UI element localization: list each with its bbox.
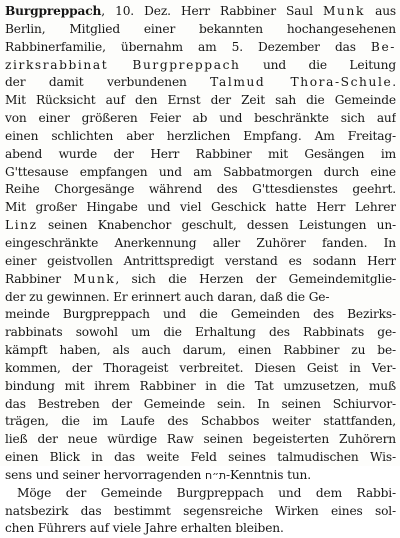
article-text: . — [392, 75, 396, 90]
article-text: kämpft haben, als auch darum, einen Rabbiner zu be- — [5, 343, 396, 358]
article-text: von einer größeren Feier ab und beschränkte sich auf — [5, 111, 396, 126]
article-text: der damit verbundenen — [5, 75, 211, 90]
article-line — [5, 520, 396, 538]
article-text: einer geistvollen Antrittspredigt verstand es sodann Herr — [5, 253, 396, 268]
article-text: Rabbiner — [5, 271, 74, 286]
hebrew-abbreviation: ת״ח — [204, 468, 226, 482]
article-text: kommen, der Thorageist verbreitet. Diesen Geist in Ver- — [5, 360, 396, 375]
article-text: chen Führers auf viele Jahre erhalten bleiben. — [5, 521, 284, 536]
article-text: Mit großer Hingabe und viel Geschick hatte Herr Lehrer — [5, 200, 396, 215]
article-text: G'ttesause empfangen und am Sabbatmorgen durch eine — [5, 164, 396, 179]
article-text: -Kenntnis tun. — [226, 467, 311, 482]
article-line — [5, 92, 396, 110]
article-text: eingeschränkte Anerkennung aller Zuhörer fanden. In — [5, 235, 396, 250]
article-text: einen Blick in das weite Feld seines talmudischen Wis- — [5, 450, 396, 465]
spaced-emphasis-text: Munk — [322, 4, 365, 18]
article-line — [5, 342, 396, 360]
article-line — [5, 181, 396, 199]
article-text: Rabbinerfamilie, übernahm am 5. Dezember das — [5, 39, 371, 54]
article-text: Mit Rücksicht auf den Ernst der Zeit sah die Gemeinde — [5, 93, 396, 108]
article-line — [5, 378, 396, 396]
article-line — [5, 217, 396, 235]
article-line — [5, 74, 396, 92]
article-line — [5, 21, 396, 39]
article-line — [5, 467, 396, 485]
article-text: meinde Burgpreppach und die Gemeinden des Bezirks- — [5, 307, 396, 322]
article-line — [5, 235, 396, 253]
article-line — [5, 306, 396, 324]
article-line — [5, 289, 396, 307]
article-text: das Bestreben der Gemeinde sein. In seinen Schiurvor- — [5, 396, 396, 411]
spaced-emphasis-text: Linz — [5, 218, 38, 233]
article-text: , sich die Herzen der Gemeindemitglie- — [115, 271, 396, 286]
article-text: ließ der neue würdige Raw seinen begeisterten Zuhörern — [5, 432, 396, 447]
article-text: bindung mit ihrem Rabbiner in die Tat umzusetzen, muß — [5, 378, 396, 393]
article-text: trägen, die im Laufe des Schabbos weiter stattfanden, — [5, 414, 396, 429]
article-line — [5, 128, 396, 146]
article-line — [5, 449, 396, 467]
article-text: und die Leitung — [240, 57, 396, 72]
article-line — [5, 503, 396, 521]
article-line — [5, 253, 396, 271]
article-heading: Burgpreppach — [5, 4, 102, 18]
article-text: abend wurde der Herr Rabbiner mit Gesängen im — [5, 146, 396, 161]
article-line — [5, 360, 396, 378]
article-line — [5, 199, 396, 217]
article-line — [5, 396, 396, 414]
spaced-emphasis-text: Talmud Thora-Schule — [210, 75, 393, 90]
article-text: Reihe Chorgesänge während des G'ttesdienstes geehrt. — [5, 182, 396, 197]
article-text: Berlin, Mitglied einer bekannten hochangesehenen — [5, 21, 396, 36]
article-line — [5, 39, 396, 57]
article-line — [5, 164, 396, 182]
spaced-emphasis-text: Be- — [370, 39, 396, 54]
article-line — [5, 324, 396, 342]
article-text: , 10. Dez. Herr Rabbiner Saul — [101, 4, 323, 18]
article-line — [5, 485, 396, 503]
article-text: seinen Knabenchor geschult, dessen Leistungen un- — [37, 218, 396, 233]
article-line — [5, 146, 396, 164]
spaced-emphasis-text: zirksrabbinat Burgpreppach — [5, 57, 241, 72]
article-text: sens und seiner hervorragenden — [5, 467, 205, 482]
article-text: der zu gewinnen. Er erinnert auch daran, daß die Ge- — [5, 289, 330, 304]
article-line — [5, 57, 396, 75]
article-line — [5, 271, 396, 289]
article-text: aus — [364, 4, 396, 18]
article-text: natsbezirk das bestimmt segensreiche Wirken eines sol- — [5, 503, 396, 518]
article-body — [5, 3, 396, 538]
article-line — [5, 413, 396, 431]
spaced-emphasis-text: Munk — [73, 271, 116, 286]
article-line — [5, 110, 396, 128]
article-line — [5, 3, 396, 21]
article-text: einen schlichten aber herzlichen Empfang. Am Freitag- — [5, 128, 396, 143]
article-text: Möge der Gemeinde Burgpreppach und dem Rabbi- — [17, 485, 396, 500]
article-text: rabbinats sowohl um die Erhaltung des Rabbinats ge- — [5, 325, 396, 340]
article-line — [5, 431, 396, 449]
